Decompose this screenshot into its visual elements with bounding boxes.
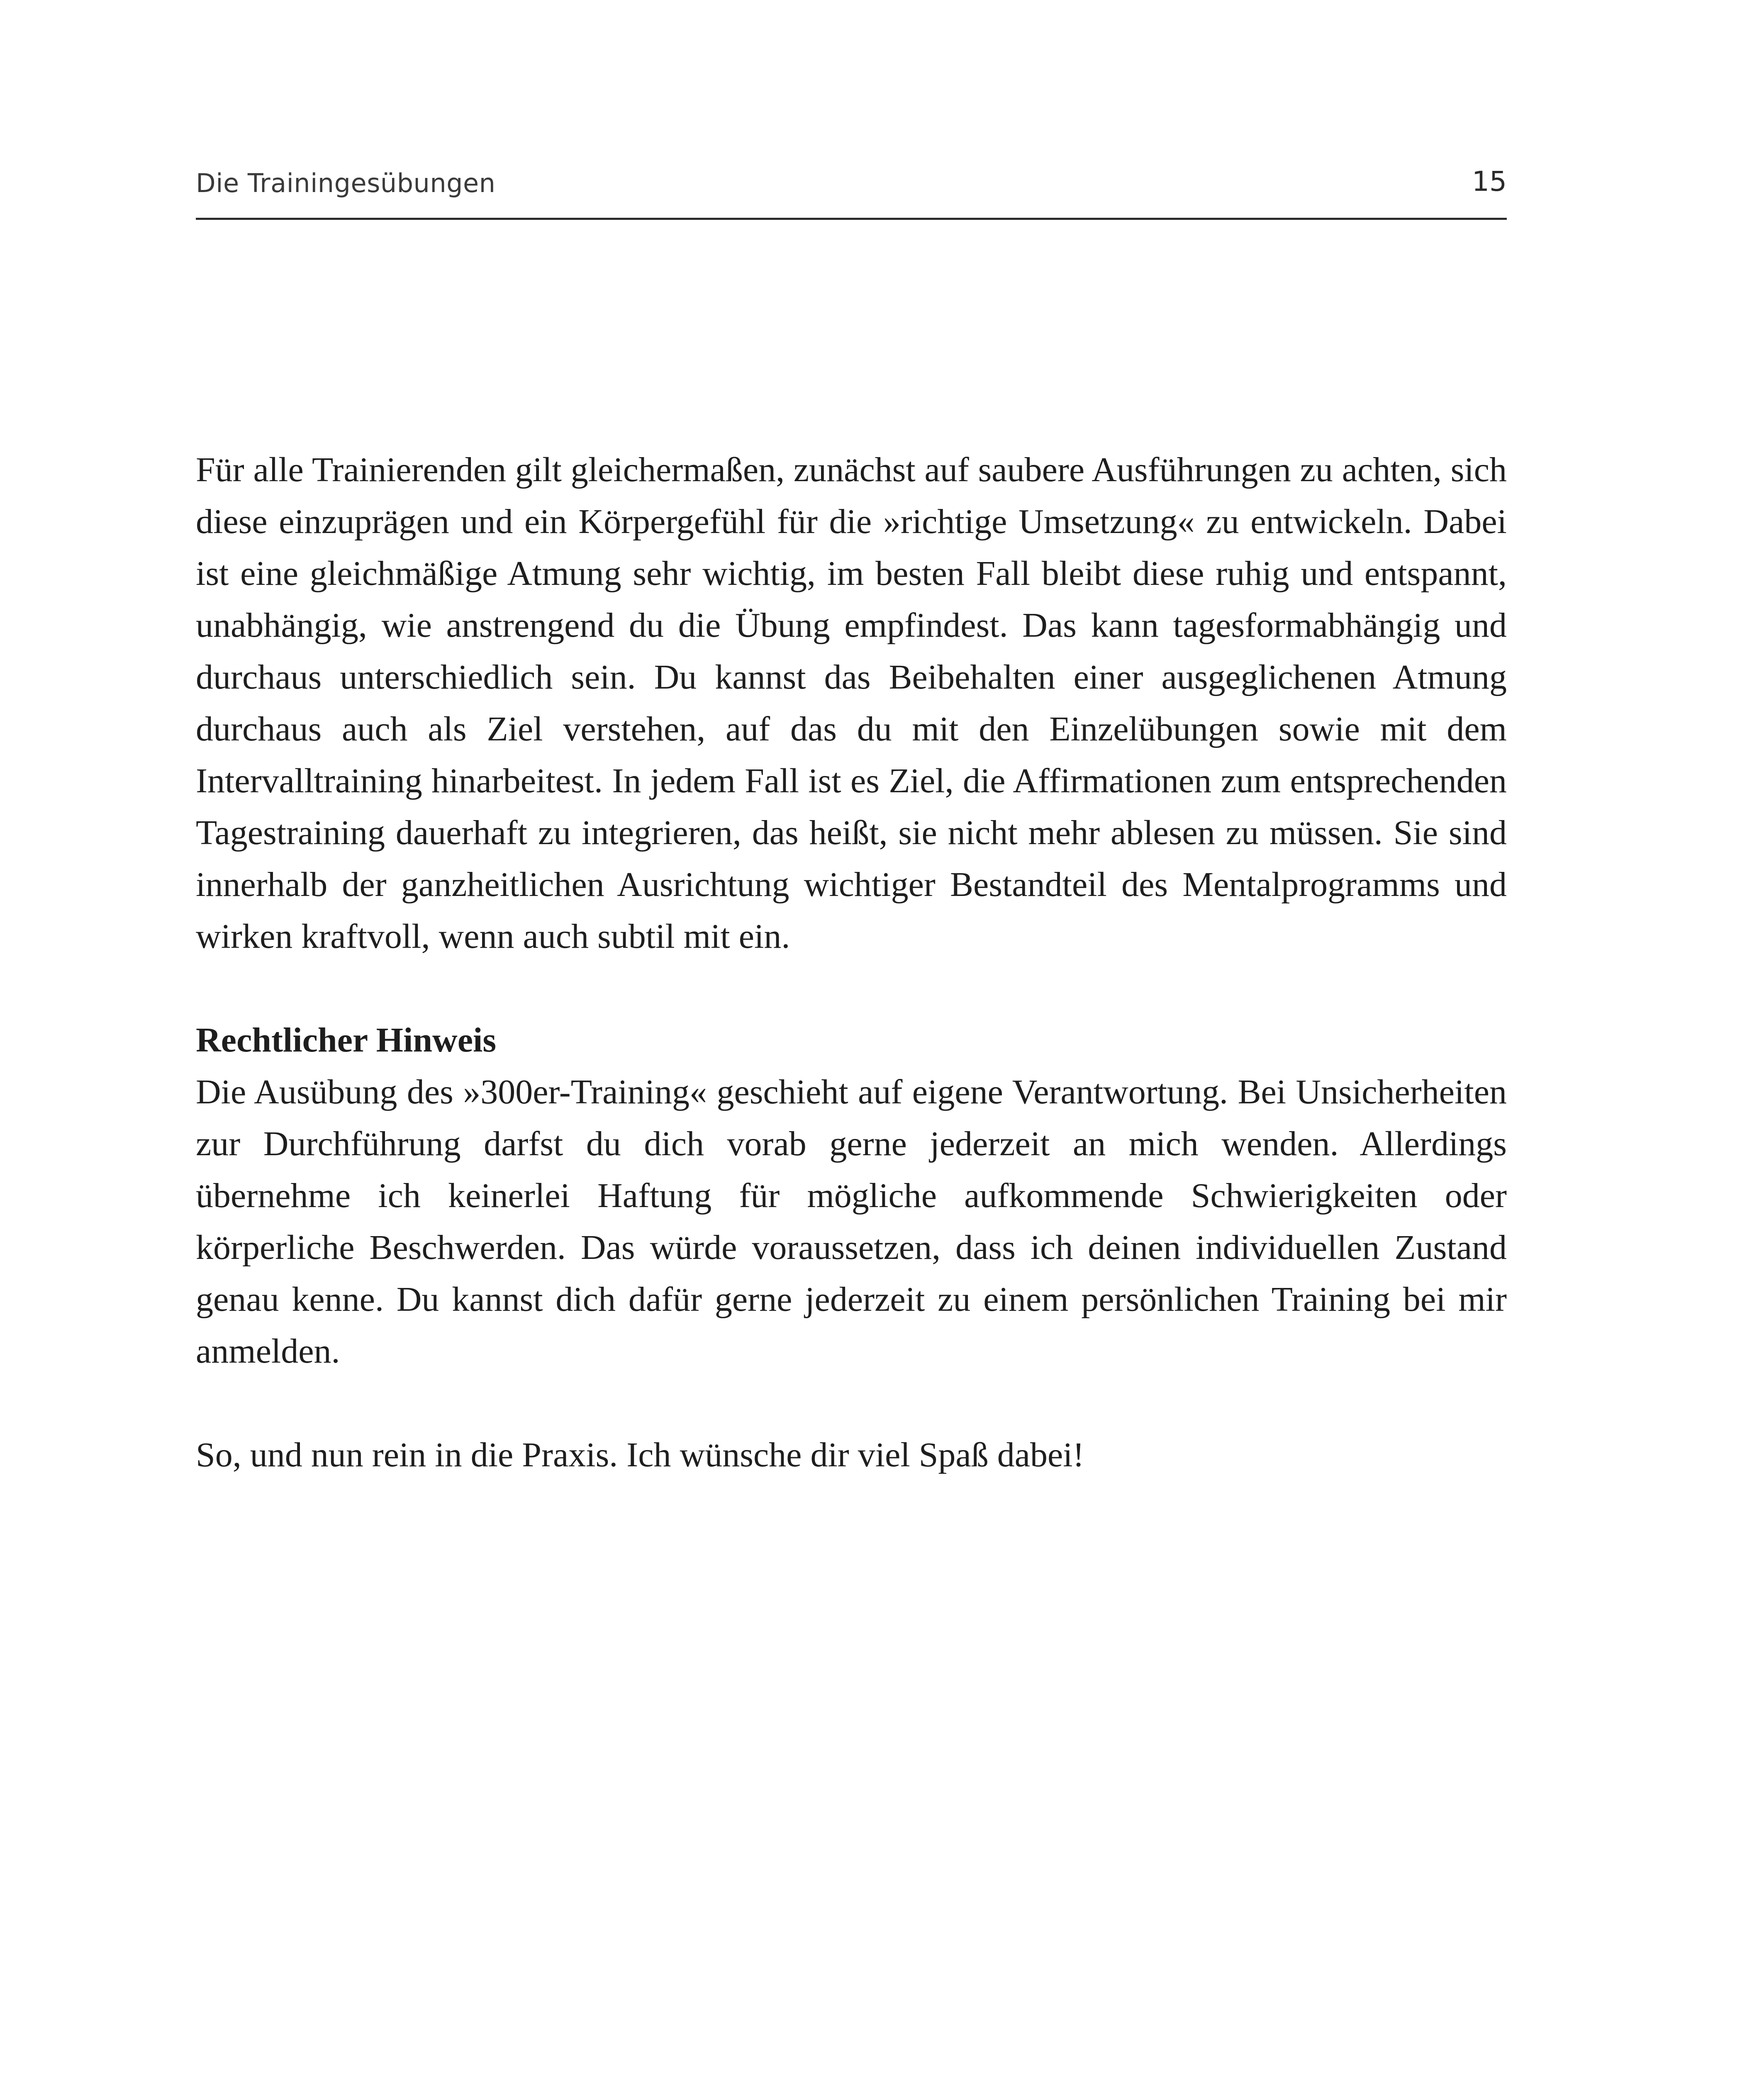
running-header bbox=[196, 164, 1507, 220]
body-text bbox=[196, 444, 1507, 1481]
paragraph-spacer bbox=[196, 962, 1507, 1014]
running-title: Die Trainingesübungen bbox=[196, 168, 496, 198]
closing-line: So, und nun rein in die Praxis. Ich wünsche dir viel Spaß dabei! bbox=[196, 1436, 1084, 1474]
legal-heading: Rechtlicher Hinweis bbox=[196, 1021, 497, 1059]
legal-paragraph: Die Ausübung des »300er-Training« geschieht auf eigene Verantwortung. Bei Unsicherheiten zur Durchführung darfst du dich vorab gerne jederzeit an mich wenden. Allerdings übernehme ich keinerlei Haftung für mögliche aufkommende Schwierigkeiten oder körperliche Beschwerden. Das würde voraussetzen, dass ich deinen individuellen Zustand genau kenne. Du kannst dich dafür gerne jederzeit zu einem persönlichen Training bei mir anmelden. bbox=[196, 1073, 1507, 1370]
paragraph-spacer bbox=[196, 1377, 1507, 1429]
intro-paragraph: Für alle Trainierenden gilt gleichermaßen, zunächst auf saubere Ausführungen zu achten, sich diese einzuprägen und ein Körpergefühl für die »richtige Umsetzung« zu entwickeln. Dabei ist eine gleichmäßige Atmung sehr wichtig, im besten Fall bleibt diese ruhig und entspannt, unabhängig, wie anstrengend du die Übung empfindest. Das kann tagesformabhängig und durchaus unterschiedlich sein. Du kannst das Beibehalten einer ausgeglichenen Atmung durchaus auch als Ziel verstehen, auf das du mit den Einzelübungen sowie mit dem Intervalltraining hinarbeitest. In jedem Fall ist es Ziel, die Affirmationen zum entsprechenden Tagestraining dauerhaft zu integrieren, das heißt, sie nicht mehr ablesen zu müssen. Sie sind innerhalb der ganzheitlichen Ausrichtung wichtiger Bestandteil des Mentalprogramms und wirken kraftvoll, wenn auch subtil mit ein. bbox=[196, 450, 1507, 956]
page-number: 15 bbox=[1472, 166, 1507, 197]
